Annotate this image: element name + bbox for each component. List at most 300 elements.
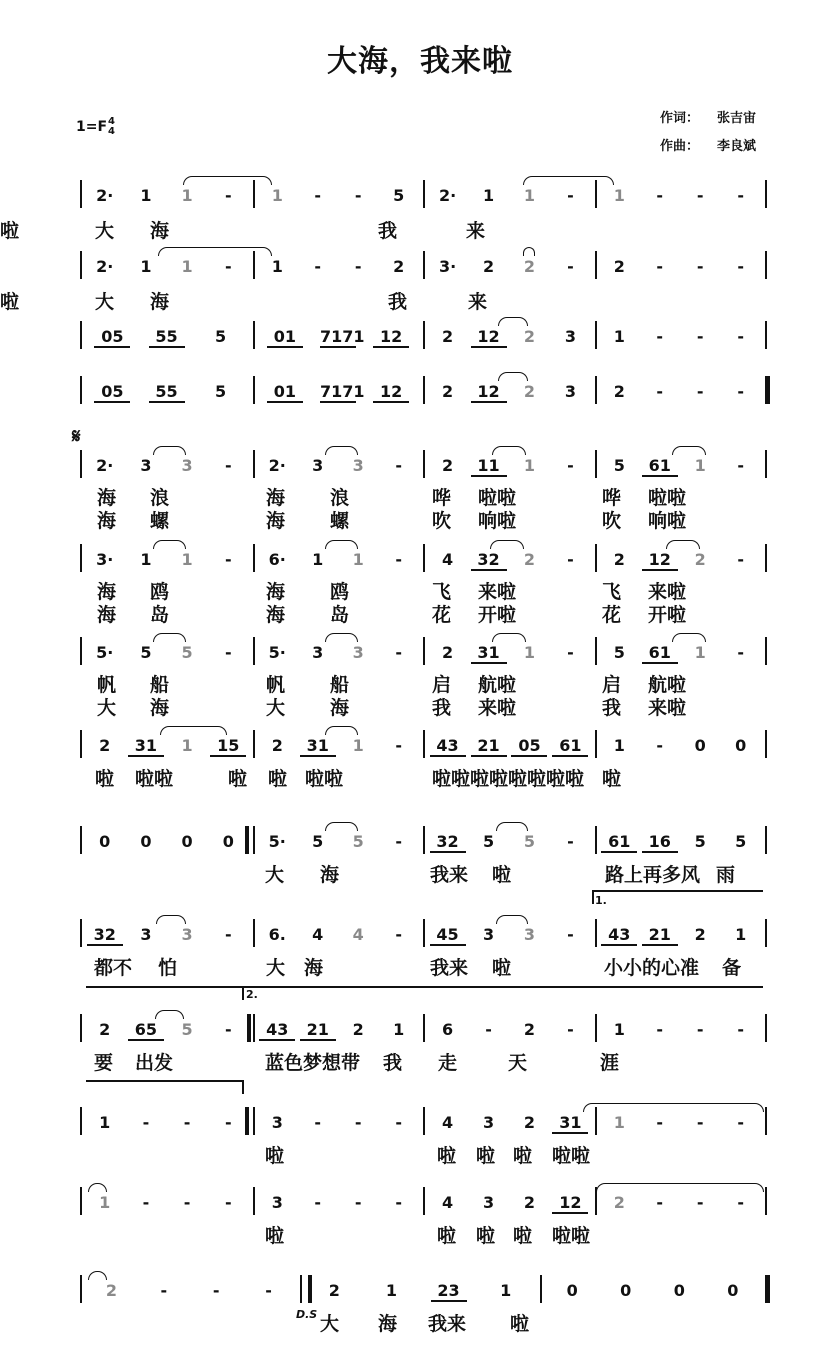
lyric-syllable: 啦 <box>476 1225 496 1247</box>
lyric-syllable: 船 <box>150 674 170 696</box>
song-title: 大海，我来啦 <box>327 44 513 79</box>
credits <box>660 105 774 161</box>
lyric-syllable: 飞 <box>432 581 452 603</box>
lyric-syllable-verse2: 大 <box>97 697 117 719</box>
lyric-syllable-verse2: 响啦 <box>478 510 517 532</box>
lyric-syllable: 出发 <box>135 1052 174 1074</box>
tie-arc <box>325 633 358 642</box>
lyric-syllable-verse2: 海 <box>97 604 117 626</box>
bar-line <box>423 544 425 572</box>
note: 0 <box>222 832 234 851</box>
note: 1 <box>140 550 152 569</box>
time-sig-numerator: 4 <box>108 116 116 127</box>
dash-extender: - <box>696 186 704 205</box>
note: 16 <box>642 832 678 853</box>
tie-arc <box>325 540 358 549</box>
note: 21 <box>471 736 507 757</box>
note: 31 <box>471 643 507 664</box>
dash-extender: - <box>224 550 232 569</box>
bar-line <box>80 637 82 665</box>
bar-line <box>765 826 767 854</box>
note: 1 <box>140 186 152 205</box>
note: 1 <box>352 736 364 755</box>
lyric-syllable: 我来 <box>430 957 469 979</box>
lyric-syllable: 海 <box>304 957 324 979</box>
key-label: 1=F <box>76 119 108 135</box>
dash-extender: - <box>656 736 664 755</box>
note: 2 <box>105 1281 117 1300</box>
lyric-syllable: 我 <box>383 1052 403 1074</box>
note: 2 <box>523 327 536 346</box>
lyric-syllable: 大 <box>95 291 115 313</box>
note: 4 <box>441 1113 454 1132</box>
note: 1 <box>99 1193 111 1212</box>
note: 2 <box>482 257 495 276</box>
bar-line <box>595 730 597 758</box>
bar-line <box>253 450 255 478</box>
lyric-syllable: 我来 <box>430 864 469 886</box>
note: 0 <box>99 832 111 851</box>
note: 1 <box>694 643 706 662</box>
lyric-syllable: 啦啦 <box>305 768 344 790</box>
tie-arc <box>490 540 524 549</box>
note: 55 <box>149 382 185 403</box>
tie-arc <box>183 176 272 185</box>
bar-line <box>423 637 425 665</box>
dash-extender: - <box>696 327 704 346</box>
note: 3 <box>181 456 193 475</box>
dash-extender: - <box>737 1193 745 1212</box>
note: 2 <box>441 456 454 475</box>
note: 61 <box>642 643 678 664</box>
dash-extender: - <box>737 456 745 475</box>
dash-extender: - <box>395 1113 403 1132</box>
lyric-syllable: 我来 <box>428 1313 467 1335</box>
note: 2 <box>523 382 536 401</box>
tie-arc <box>596 1183 764 1192</box>
bar-line <box>595 637 597 665</box>
note: 43 <box>259 1020 295 1041</box>
dash-extender: - <box>212 1281 220 1300</box>
note: 3 <box>482 925 495 944</box>
note: 31 <box>552 1113 588 1134</box>
lyric-syllable: 啦啦 <box>648 487 687 509</box>
dash-extender: - <box>142 1113 150 1132</box>
dash-extender: - <box>656 327 664 346</box>
note: 5 <box>613 643 625 662</box>
dash-extender: - <box>567 925 574 944</box>
note: 1 <box>181 257 193 276</box>
lyric-syllable-verse2: 花 <box>432 604 452 626</box>
note: 5 <box>214 327 227 346</box>
bar-line <box>253 1014 255 1042</box>
note: 2 <box>352 1020 364 1039</box>
note: 3 <box>271 1113 283 1132</box>
note: 2 <box>441 327 454 346</box>
lyric-syllable-verse2: 螺 <box>150 510 170 532</box>
bar-line <box>253 1107 255 1135</box>
dash-extender: - <box>696 1113 704 1132</box>
dash-extender: - <box>696 1193 704 1212</box>
lyric-syllable: 走 <box>438 1052 458 1074</box>
lyric-syllable-verse2: 我 <box>432 697 452 719</box>
note: 5· <box>96 643 114 662</box>
note: 2 <box>523 1020 536 1039</box>
note: 2· <box>268 456 286 475</box>
time-sig-denominator: 4 <box>108 126 116 137</box>
note: 2· <box>96 456 114 475</box>
tie-arc <box>325 446 358 455</box>
repeat-barline <box>247 1014 251 1042</box>
note: 45 <box>430 925 466 946</box>
bar-line <box>765 251 767 279</box>
note: 32 <box>471 550 507 571</box>
bar-line <box>595 450 597 478</box>
dash-extender: - <box>314 1113 322 1132</box>
note: 3 <box>312 643 324 662</box>
lyric-syllable: 备 <box>722 957 742 979</box>
dash-extender: - <box>737 1113 745 1132</box>
bar-line <box>423 826 425 854</box>
note: 0 <box>727 1281 739 1300</box>
bar-line <box>765 919 767 947</box>
lyric-syllable: 海 <box>150 220 170 242</box>
lyric-syllable-verse2: 岛 <box>150 604 170 626</box>
note: 3 <box>140 456 152 475</box>
lyric-syllable-verse2: 海 <box>266 510 286 532</box>
lyric-syllable-verse2: 海 <box>330 697 350 719</box>
lyric-syllable: 啦 <box>492 957 512 979</box>
bar-line <box>765 180 767 208</box>
note: 3 <box>564 382 576 401</box>
bar-line <box>595 919 597 947</box>
lyric-syllable: 启 <box>432 674 452 696</box>
note: 2 <box>393 257 405 276</box>
note: 12 <box>552 1193 588 1214</box>
lyric-syllable: 啦 <box>265 1225 285 1247</box>
repeat-barline <box>308 1275 312 1303</box>
note: 5 <box>393 186 405 205</box>
note: 61 <box>552 736 588 757</box>
dash-extender: - <box>395 1193 403 1212</box>
note: 5 <box>694 832 706 851</box>
dash-extender: - <box>224 257 232 276</box>
note: 3· <box>438 257 457 276</box>
dash-extender: - <box>224 643 232 662</box>
bar-line <box>595 321 597 349</box>
dash-extender: - <box>265 1281 272 1300</box>
bar-line <box>765 450 767 478</box>
final-barline <box>766 1275 770 1303</box>
note: 2 <box>441 382 454 401</box>
lyric-syllable: 啦 <box>476 1145 496 1167</box>
bar-line <box>253 637 255 665</box>
dash-extender: - <box>656 1193 664 1212</box>
note: 1 <box>393 1020 405 1039</box>
tie-arc <box>523 176 614 185</box>
bar-line <box>423 321 425 349</box>
bar-line <box>423 450 425 478</box>
bar-line <box>80 1014 82 1042</box>
note: 5 <box>214 382 227 401</box>
note: 12 <box>471 382 507 403</box>
note: 7171 <box>320 382 365 401</box>
note: 4 <box>441 550 454 569</box>
lyric-syllable: 啦啦 <box>552 1145 591 1167</box>
dash-extender: - <box>567 550 574 569</box>
note: 5· <box>268 643 286 662</box>
bar-line <box>765 1014 767 1042</box>
bar-line <box>540 1275 542 1303</box>
tie-arc <box>583 1103 764 1112</box>
note: 12 <box>471 327 507 348</box>
lyric-syllable: 来 <box>468 291 488 313</box>
lyric-syllable: 大 <box>95 220 115 242</box>
dash-extender: - <box>395 456 403 475</box>
note: 6· <box>268 550 286 569</box>
dash-extender: - <box>224 456 232 475</box>
dash-extender: - <box>224 925 232 944</box>
bar-line <box>80 544 82 572</box>
dash-extender: - <box>395 643 403 662</box>
bar-line <box>595 544 597 572</box>
lyric-syllable-verse2: 我 <box>602 697 622 719</box>
tie-arc <box>672 633 706 642</box>
tie-arc <box>88 1183 107 1192</box>
dash-extender: - <box>737 1020 745 1039</box>
note: 1 <box>694 456 706 475</box>
bar-line <box>595 826 597 854</box>
dash-extender: - <box>737 186 745 205</box>
bar-line <box>253 376 255 404</box>
bar-line <box>80 321 82 349</box>
dash-extender: - <box>737 643 745 662</box>
lyric-syllable: 啦 <box>228 768 248 790</box>
note: 5 <box>352 832 364 851</box>
note: 01 <box>267 382 303 403</box>
dash-extender: - <box>567 832 574 851</box>
lyric-syllable: 蓝色梦想带 <box>265 1052 361 1074</box>
lyric-syllable: 啦 <box>0 291 20 313</box>
bar-line <box>253 1187 255 1215</box>
bar-line <box>423 1107 425 1135</box>
note: 5· <box>268 832 286 851</box>
lyric-syllable: 来啦 <box>478 581 517 603</box>
dash-extender: - <box>656 1020 664 1039</box>
lyric-syllable: 啦 <box>265 1145 285 1167</box>
bar-line <box>423 180 425 208</box>
dash-extender: - <box>354 1193 362 1212</box>
tie-arc <box>492 633 526 642</box>
lyric-syllable: 都不 <box>94 957 133 979</box>
volta-1-underline <box>86 986 244 988</box>
note: 2 <box>694 550 706 569</box>
lyric-syllable: 雨 <box>716 864 736 886</box>
lyric-syllable: 海 <box>150 291 170 313</box>
note: 1 <box>140 257 152 276</box>
dash-extender: - <box>142 1193 150 1212</box>
note: 31 <box>128 736 164 757</box>
lyric-syllable: 启 <box>602 674 622 696</box>
bar-line <box>423 1187 425 1215</box>
bar-line <box>765 1107 767 1135</box>
tie-arc <box>88 1271 107 1280</box>
dash-extender: - <box>656 257 664 276</box>
dash-extender: - <box>737 327 745 346</box>
dash-extender: - <box>314 1193 322 1212</box>
bar-line <box>765 321 767 349</box>
note: 05 <box>511 736 547 757</box>
lyric-syllable: 哗 <box>602 487 622 509</box>
note: 3 <box>181 925 193 944</box>
note: 5 <box>140 643 152 662</box>
lyric-syllable: 鸥 <box>150 581 170 603</box>
note: 31 <box>300 736 336 757</box>
note: 2· <box>96 257 114 276</box>
tie-arc <box>672 446 706 455</box>
tie-arc <box>325 726 358 735</box>
lyric-syllable: 海 <box>97 581 117 603</box>
lyric-syllable: 啦 <box>602 768 622 790</box>
note: 1 <box>613 1113 625 1132</box>
lyric-syllable-verse2: 岛 <box>330 604 350 626</box>
dash-extender: - <box>485 1020 492 1039</box>
note: 1 <box>271 186 283 205</box>
lyric-syllable-verse2: 响啦 <box>648 510 687 532</box>
lyric-syllable: 啦 <box>513 1225 533 1247</box>
note: 6. <box>268 925 286 944</box>
note: 2 <box>441 643 454 662</box>
lyric-syllable: 海 <box>378 1313 398 1335</box>
note: 2 <box>694 925 706 944</box>
lyric-syllable: 浪 <box>150 487 170 509</box>
lyric-syllable: 帆 <box>97 674 117 696</box>
tie-arc <box>160 726 227 735</box>
volta-1-end-edge <box>242 1080 244 1094</box>
dash-extender: - <box>567 1020 574 1039</box>
lyric-syllable: 啦 <box>437 1145 457 1167</box>
volta-bracket-edge <box>592 890 594 904</box>
note: 0 <box>694 736 706 755</box>
dash-extender: - <box>567 186 574 205</box>
note: 1 <box>613 327 625 346</box>
note: 5 <box>613 456 625 475</box>
bar-line <box>423 1014 425 1042</box>
lyric-syllable: 怕 <box>158 957 178 979</box>
volta-bracket <box>242 986 763 988</box>
note: 1 <box>352 550 364 569</box>
note: 3 <box>482 1193 495 1212</box>
dash-extender: - <box>737 257 745 276</box>
note: 2 <box>99 1020 111 1039</box>
note: 5 <box>181 643 193 662</box>
bar-line <box>765 637 767 665</box>
bar-line <box>595 376 597 404</box>
note: 1 <box>500 1281 512 1300</box>
lyric-syllable-verse2: 海 <box>266 604 286 626</box>
lyric-syllable: 要 <box>94 1052 114 1074</box>
bar-line <box>80 1107 82 1135</box>
lyric-syllable: 我 <box>378 220 398 242</box>
lyric-syllable: 飞 <box>602 581 622 603</box>
note: 3· <box>96 550 114 569</box>
note: 2 <box>523 1193 536 1212</box>
lyric-syllable-verse2: 海 <box>150 697 170 719</box>
repeat-barline <box>245 826 249 854</box>
lyric-syllable: 啦啦 <box>552 1225 591 1247</box>
bar-line <box>300 1275 302 1303</box>
tie-arc <box>153 633 186 642</box>
volta-1-end <box>86 1080 244 1082</box>
lyric-syllable-verse2: 来啦 <box>478 697 517 719</box>
bar-line <box>80 919 82 947</box>
lyric-syllable: 小小的心准 <box>604 957 700 979</box>
note: 2 <box>99 736 111 755</box>
note: 43 <box>601 925 637 946</box>
bar-line <box>80 1275 82 1303</box>
bar-line <box>765 544 767 572</box>
note: 1 <box>482 186 495 205</box>
lyric-syllable: 航啦 <box>478 674 517 696</box>
note: 32 <box>430 832 466 853</box>
tie-arc <box>523 247 535 256</box>
lyric-syllable: 来啦 <box>648 581 687 603</box>
bar-line <box>80 376 82 404</box>
note: 5 <box>735 832 747 851</box>
dash-extender: - <box>224 186 232 205</box>
note: 15 <box>210 736 246 757</box>
bar-line <box>765 730 767 758</box>
dash-extender: - <box>656 186 664 205</box>
lyric-syllable: 浪 <box>330 487 350 509</box>
dash-extender: - <box>737 550 745 569</box>
tie-arc <box>153 540 186 549</box>
note: 05 <box>94 382 130 403</box>
lyric-syllable: 涯 <box>600 1052 620 1074</box>
dash-extender: - <box>354 186 362 205</box>
lyric-syllable: 啦 <box>0 220 20 242</box>
lyric-syllable: 海 <box>320 864 340 886</box>
note: 1 <box>613 1020 625 1039</box>
lyric-syllable: 来 <box>466 220 486 242</box>
note: 3 <box>352 456 364 475</box>
note: 12 <box>373 327 409 348</box>
note: 21 <box>300 1020 336 1041</box>
tie-arc <box>496 822 528 831</box>
dash-extender: - <box>395 550 403 569</box>
dash-extender: - <box>567 257 574 276</box>
lyric-syllable: 哗 <box>432 487 452 509</box>
bar-line <box>80 180 82 208</box>
note: 1 <box>613 736 625 755</box>
lyric-syllable-verse2: 吹 <box>602 510 622 532</box>
ds-marking: D.S <box>296 1308 318 1321</box>
bar-line <box>595 251 597 279</box>
dash-extender: - <box>314 186 322 205</box>
note: 2· <box>96 186 114 205</box>
bar-line <box>80 826 82 854</box>
tie-arc <box>158 247 272 256</box>
lyric-syllable: 天 <box>508 1052 528 1074</box>
volta-bracket <box>592 890 763 892</box>
note: 7171 <box>320 327 365 346</box>
lyric-syllable: 啦啦 <box>135 768 174 790</box>
dash-extender: - <box>696 257 704 276</box>
dash-extender: - <box>656 1113 664 1132</box>
dash-extender: - <box>183 1193 191 1212</box>
dash-extender: - <box>183 1113 191 1132</box>
note: 61 <box>601 832 637 853</box>
